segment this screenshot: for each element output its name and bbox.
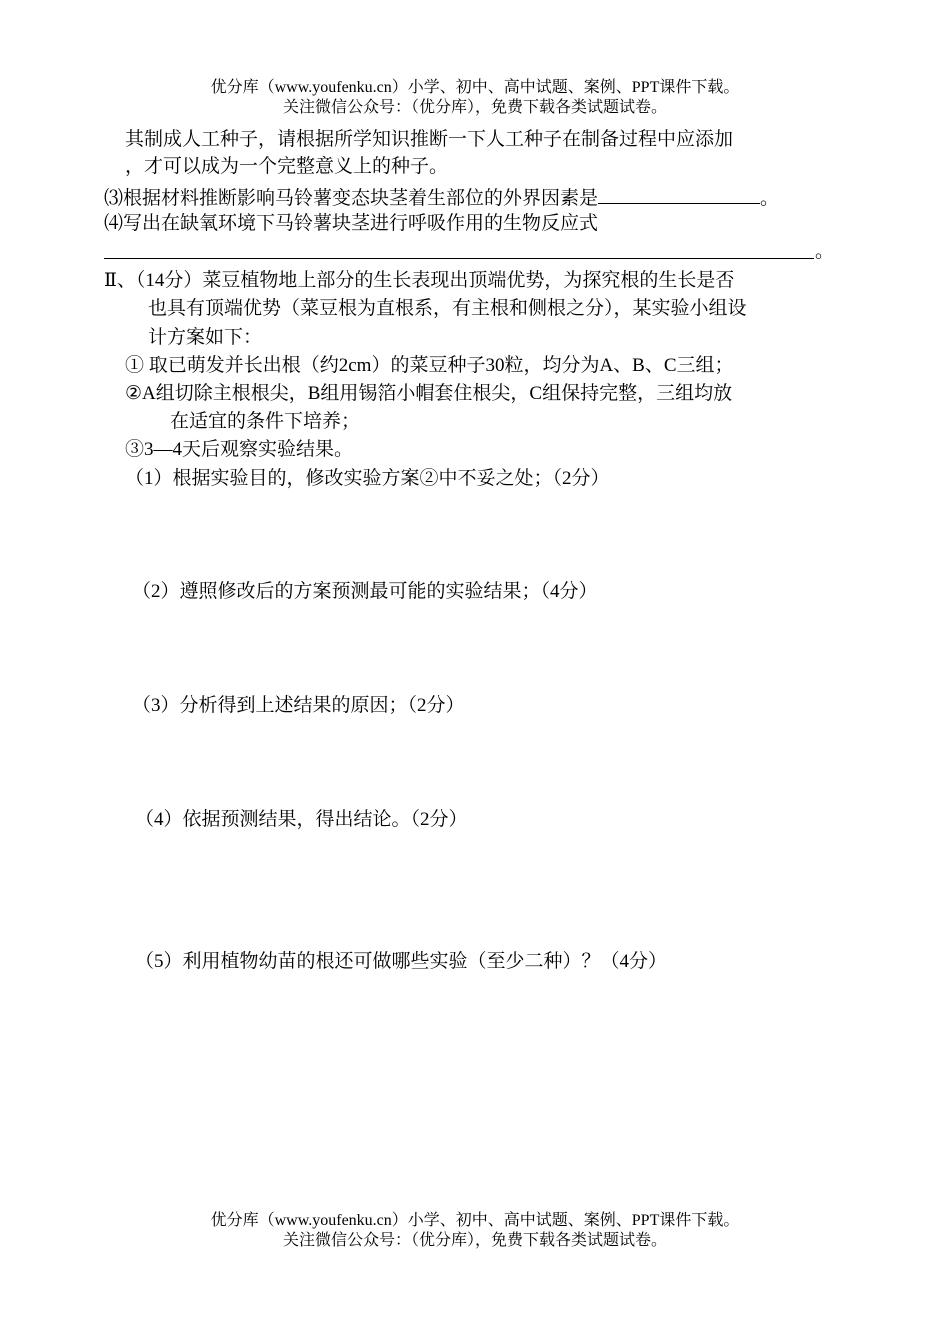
question-3-answer-blank[interactable] [598, 183, 760, 204]
experiment-step-2-line-1: ②A组切除主根根尖，B组用锡箔小帽套住根尖，C组保持完整，三组均放 [125, 383, 733, 404]
subquestion-4: （4）依据预测结果，得出结论。（2分） [135, 809, 468, 830]
question-4-end: 。 [815, 241, 835, 262]
part2-intro-line-1: Ⅱ、（14分）菜豆植物地上部分的生长表现出顶端优势，为探究根的生长是否 [104, 270, 735, 291]
subquestion-1: （1）根据实验目的，修改实验方案②中不妥之处；（2分） [125, 468, 610, 489]
part1-continuation-line-2: ，才可以成为一个完整意义上的种子。 [125, 156, 449, 177]
experiment-step-2-line-2: 在适宜的条件下培养； [170, 411, 361, 432]
experiment-step-1: ① 取已萌发并长出根（约2cm）的菜豆种子30粒，均分为A、B、C三组； [125, 355, 734, 376]
question-4: ⑷写出在缺氧环境下马铃薯块茎进行呼吸作用的生物反应式 [104, 213, 599, 234]
part1-continuation-line-1: 其制成人工种子，请根据所学知识推断一下人工种子在制备过程中应添加 [125, 129, 734, 150]
question-3-text: ⑶根据材料推断影响马铃薯变态块茎着生部位的外界因素是 [104, 188, 599, 209]
question-4-answer-blank[interactable] [104, 236, 814, 259]
part2-intro-line-2: 也具有顶端优势（菜豆根为直根系，有主根和侧根之分），某实验小组设 [148, 298, 747, 319]
subquestion-5: （5）利用植物幼苗的根还可做哪些实验（至少二种）？（4分） [135, 951, 668, 972]
footer-line-2: 关注微信公众号：（优分库），免费下载各类试题试卷。 [282, 1232, 667, 1249]
subquestion-3: （3）分析得到上述结果的原因；（2分） [132, 695, 465, 716]
header-line-1: 优分库（www.youfenku.cn）小学、初中、高中试题、案例、PPT课件下载。 [210, 79, 740, 96]
question-3-end: 。 [760, 188, 780, 209]
header-line-2: 关注微信公众号：（优分库），免费下载各类试题试卷。 [282, 99, 667, 116]
experiment-step-3: ③3—4天后观察实验结果。 [125, 439, 354, 460]
question-3 [104, 183, 779, 212]
subquestion-2: （2）遵照修改后的方案预测最可能的实验结果；（4分） [132, 581, 598, 602]
footer-line-1: 优分库（www.youfenku.cn）小学、初中、高中试题、案例、PPT课件下载。 [210, 1212, 740, 1229]
part2-intro-line-3: 计方案如下： [148, 327, 263, 348]
